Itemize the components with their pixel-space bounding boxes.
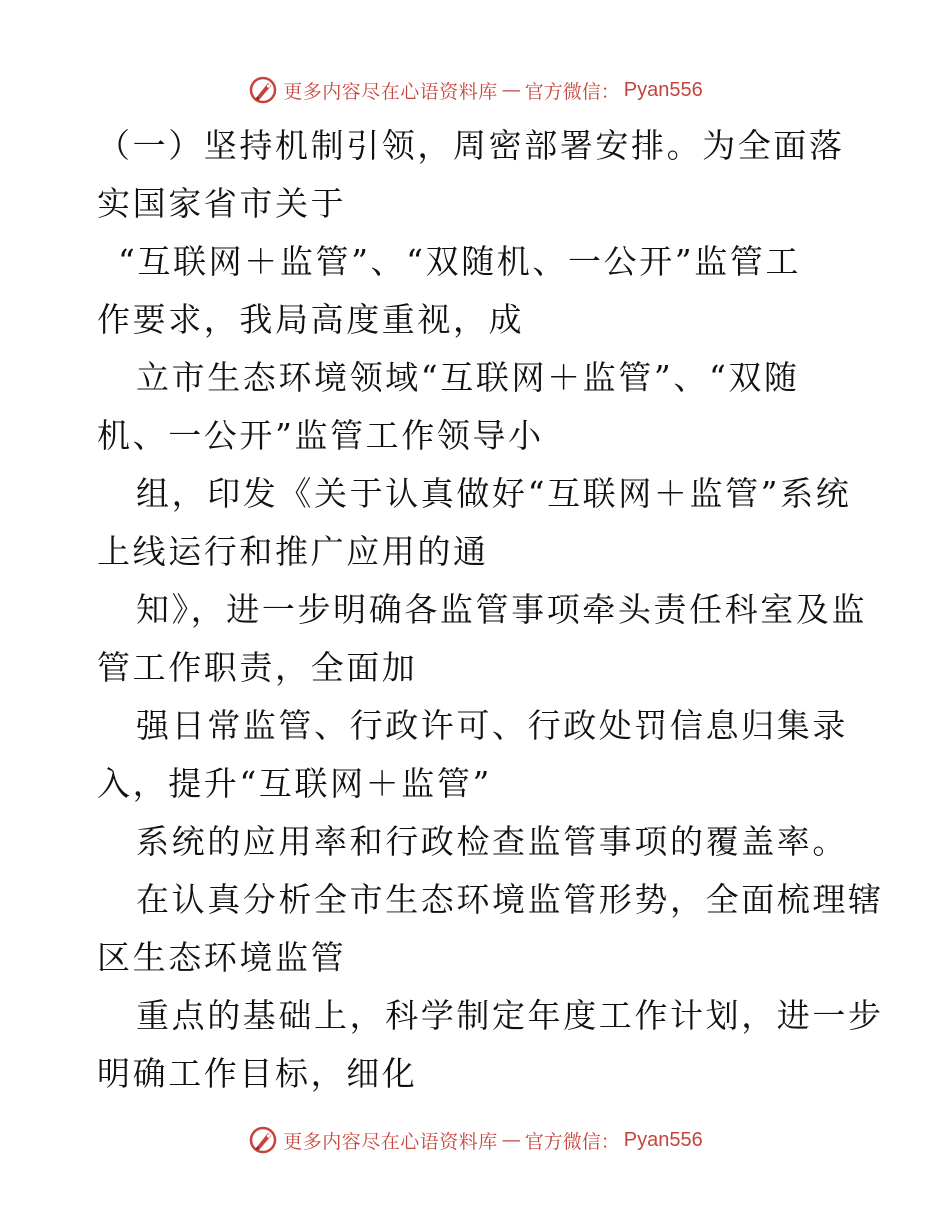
- body-line-8: 上线运行和推广应用的通: [97, 532, 489, 571]
- footer-banner-id: Pyan556: [623, 1128, 703, 1151]
- pen-nib-logo-icon: [247, 1124, 279, 1156]
- body-line-16: 重点的基础上，科学制定年度工作计划，进一步: [136, 996, 884, 1035]
- body-line-10: 管工作职责，全面加: [97, 648, 418, 687]
- body-line-17: 明确工作目标，细化: [97, 1054, 418, 1093]
- header-banner-content: [247, 74, 703, 106]
- body-line-9: 知》，进一步明确各监管事项牵头责任科室及监: [136, 590, 868, 629]
- body-line-2: 实国家省市关于: [97, 184, 347, 223]
- body-line-6: 机、一公开”监管工作领导小: [97, 416, 544, 455]
- pen-nib-logo-icon: [247, 74, 279, 106]
- footer-banner-separator: —: [501, 1129, 521, 1151]
- header-banner-text: 更多内容尽在心语资料库: [283, 80, 498, 103]
- header-banner-separator: —: [501, 79, 521, 101]
- body-line-4: 作要求，我局高度重视，成: [97, 300, 525, 339]
- footer-banner: [0, 1120, 950, 1160]
- body-line-3: “互联网＋监管”、“双随机、一公开”监管工: [118, 242, 802, 281]
- header-banner: [0, 70, 950, 110]
- header-banner-id: Pyan556: [623, 78, 703, 101]
- body-line-1: （一）坚持机制引领，周密部署安排。为全面落: [97, 126, 845, 165]
- body-line-11: 强日常监管、行政许可、行政处罚信息归集录: [136, 706, 848, 745]
- header-banner-label: 官方微信：: [524, 80, 620, 103]
- footer-banner-label: 官方微信：: [524, 1130, 620, 1153]
- footer-banner-content: [247, 1124, 703, 1156]
- body-line-15: 区生态环境监管: [97, 938, 347, 977]
- body-line-12: 入，提升“互联网＋监管”: [97, 764, 492, 803]
- body-line-14: 在认真分析全市生态环境监管形势，全面梳理辖: [136, 880, 884, 919]
- footer-banner-text: 更多内容尽在心语资料库: [283, 1130, 498, 1153]
- body-line-5: 立市生态环境领域“互联网＋监管”、“双随: [136, 358, 800, 397]
- body-line-13: 系统的应用率和行政检查监管事项的覆盖率。: [136, 822, 848, 861]
- body-line-7: 组，印发《关于认真做好“互联网＋监管”系统: [136, 474, 852, 513]
